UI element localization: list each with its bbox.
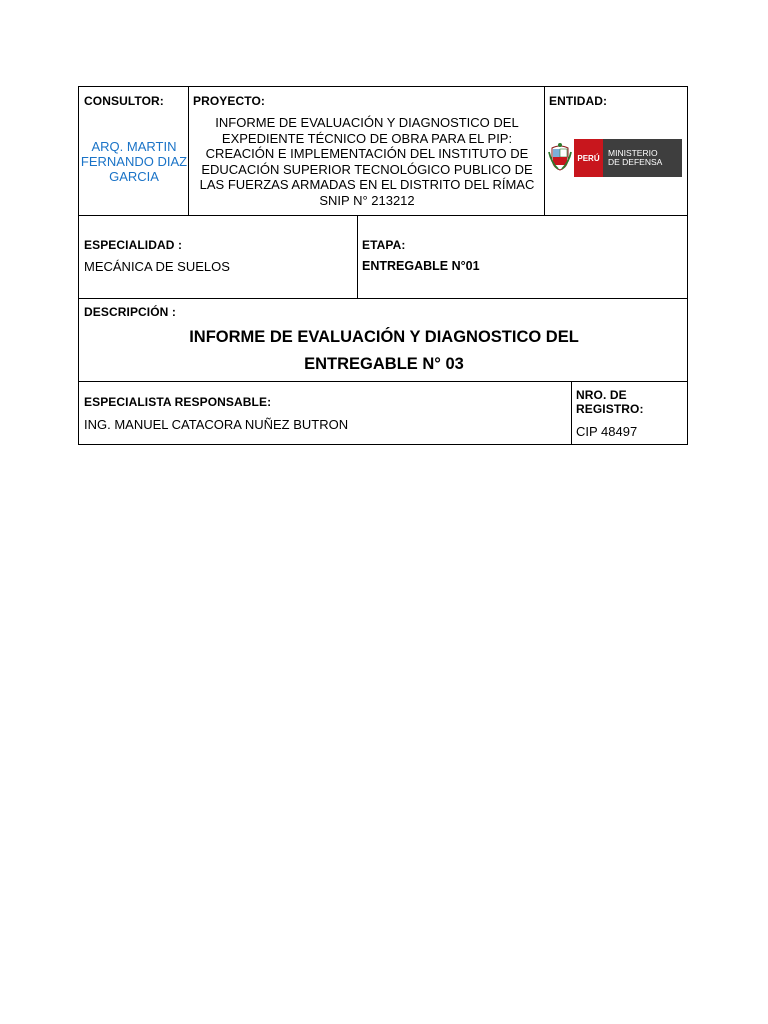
registro-label: [576, 388, 644, 416]
especialidad-label: ESPECIALIDAD :: [84, 238, 183, 252]
divider: [571, 381, 572, 444]
etapa-label: ETAPA:: [362, 238, 406, 252]
registro-value: CIP 48497: [576, 424, 638, 439]
proyecto-text: INFORME DE EVALUACIÓN Y DIAGNOSTICO DEL EXPEDIENTE TÉCNICO DE OBRA PARA EL PIP: CREACIÓN E IMPLEMENTACIÓN DEL INSTITUTO DE EDUCACIÓN SUPERIOR TECNOLÓGICO PUBLICO DE LAS FUERZAS ARMADAS EN EL DISTRITO DEL RÍMAC SNIP N° 213212: [199, 115, 535, 208]
consultor-label: CONSULTOR:: [84, 94, 164, 108]
descripcion-title-line2: ENTREGABLE N° 03: [304, 355, 464, 373]
logo-country-block: PERÚ: [574, 139, 603, 177]
divider: [79, 215, 687, 216]
descripcion-title: [79, 324, 689, 378]
ministerio-defensa-logo: [548, 138, 682, 178]
cover-sheet-table: [78, 86, 688, 445]
logo-ministry-line2: DE DEFENSA: [608, 157, 663, 167]
descripcion-title-line1: INFORME DE EVALUACIÓN Y DIAGNOSTICO DEL: [189, 328, 579, 346]
etapa-value: ENTREGABLE N°01: [362, 259, 480, 273]
divider: [79, 298, 687, 299]
peru-coat-of-arms-icon: [548, 142, 572, 172]
especialista-label: ESPECIALISTA RESPONSABLE:: [84, 395, 272, 409]
proyecto-label: PROYECTO:: [193, 94, 266, 108]
especialidad-value: MECÁNICA DE SUELOS: [84, 259, 230, 274]
divider: [79, 381, 687, 382]
divider: [357, 215, 358, 298]
descripcion-label: DESCRIPCIÓN :: [84, 305, 176, 319]
especialista-value: ING. MANUEL CATACORA NUÑEZ BUTRON: [84, 417, 349, 432]
logo-ministry-line1: MINISTERIO: [608, 148, 658, 158]
consultor-name: ARQ. MARTIN FERNANDO DIAZ GARCIA: [80, 139, 188, 184]
registro-label-line2: REGISTRO:: [576, 402, 644, 416]
entidad-label: ENTIDAD:: [549, 94, 608, 108]
logo-ministry-block: [603, 139, 682, 177]
registro-label-line1: NRO. DE: [576, 388, 627, 402]
